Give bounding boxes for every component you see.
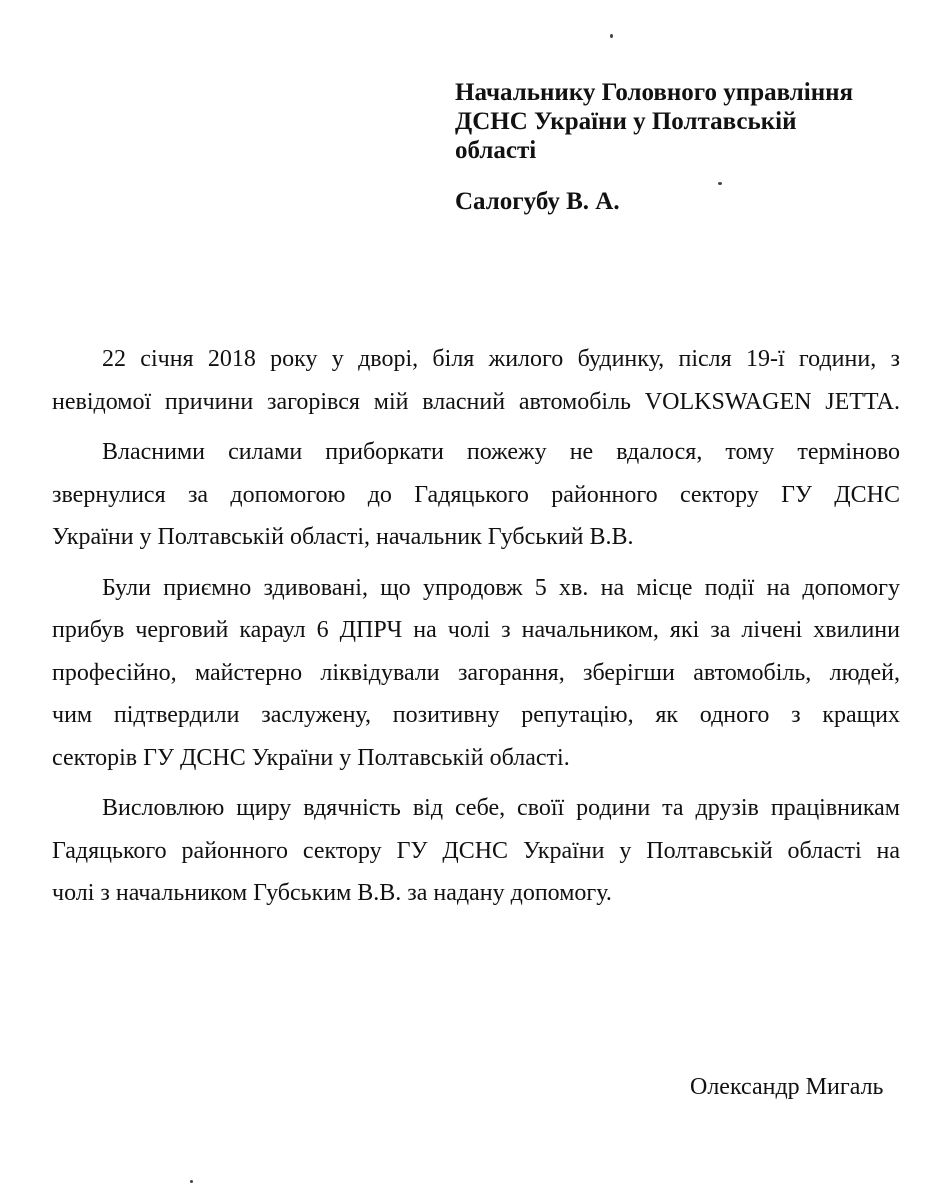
paragraph bbox=[52, 567, 900, 780]
paragraph bbox=[52, 787, 900, 915]
addressee-line: області bbox=[455, 137, 537, 164]
paragraph bbox=[52, 338, 900, 423]
paragraph-line: 22 січня 2018 року у дворі, біля жилого будинку, після 19-ї години, з bbox=[102, 346, 900, 372]
paragraph-line: невідомої причини загорівся мій власний автомобіль VOLKSWAGEN JETTA. bbox=[52, 388, 900, 415]
paragraph-line: чим підтвердили заслужену, позитивну репутацію, як одного з кращих bbox=[52, 702, 900, 728]
paragraph-line: Висловлюю щиру вдячність від себе, своїї родини та друзів працівникам bbox=[102, 795, 900, 821]
paragraph-line: прибув черговий караул 6 ДПРЧ на чолі з начальником, які за лічені хвилини bbox=[52, 617, 900, 643]
scan-speck bbox=[610, 34, 613, 38]
paragraph-line: звернулися за допомогою до Гадяцького районного сектору ГУ ДСНС bbox=[52, 481, 900, 508]
scan-speck bbox=[190, 1180, 193, 1183]
paragraph-line: професійно, майстерно ліквідували загорання, зберігши автомобіль, людей, bbox=[52, 659, 900, 686]
paragraph-line: Власними силами приборкати пожежу не вдалося, тому терміново bbox=[102, 439, 900, 465]
letter-body bbox=[52, 338, 900, 923]
addressee-line: ДСНС України у Полтавській bbox=[455, 108, 797, 135]
addressee-line: Начальнику Головного управління bbox=[455, 79, 854, 106]
paragraph-line: чолі з начальником Губським В.В. за надану допомогу. bbox=[52, 880, 612, 906]
scan-speck bbox=[718, 182, 722, 185]
paragraph-line: секторів ГУ ДСНС України у Полтавській області. bbox=[52, 744, 570, 771]
paragraph-line: Були приємно здивовані, що упродовж 5 хв. на місце події на допомогу bbox=[102, 574, 900, 601]
signature-name: Олександр Мигаль bbox=[690, 1074, 884, 1100]
paragraph bbox=[52, 431, 900, 559]
addressee-name: Салогубу В. А. bbox=[455, 188, 620, 215]
paragraph-line: Гадяцького районного сектору ГУ ДСНС України у Полтавській області на bbox=[52, 837, 900, 864]
addressee-block bbox=[455, 78, 895, 216]
paragraph-line: України у Полтавській області, начальник Губський В.В. bbox=[52, 524, 634, 550]
